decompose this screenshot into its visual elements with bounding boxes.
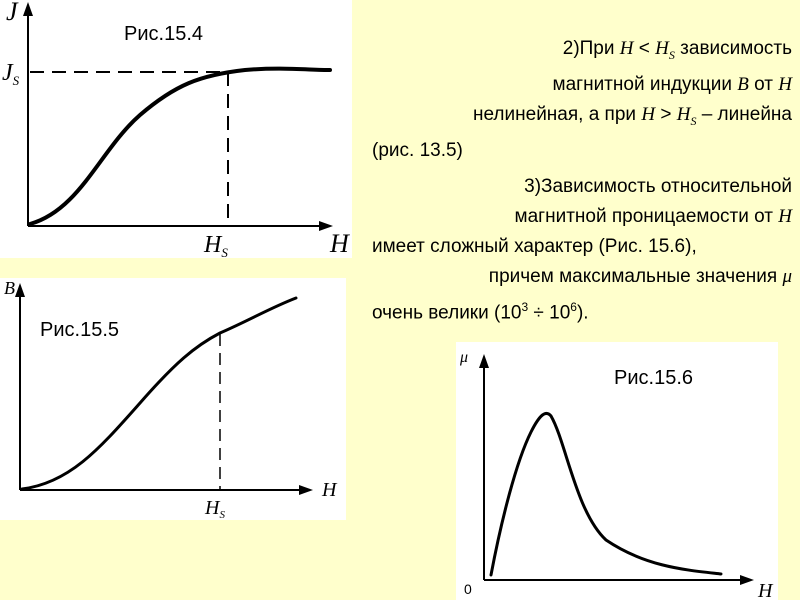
paragraph-saturation [372,34,792,166]
figure-caption: Рис.15.5 [40,319,119,341]
y-axis-label: B [4,278,15,298]
text-line: имеет сложный характер (Рис. 15.6), [372,236,697,257]
figure-15-5-plot [0,278,346,520]
permeability-curve [491,413,721,575]
x-axis-label: H [322,479,337,501]
x-axis-arrow [740,575,754,585]
text-line: 3)Зависимость относительной [524,176,792,197]
text-line: (рис. 13.5) [372,139,463,161]
hs-label: $H_S$ [205,497,225,521]
x-axis-arrow [299,485,313,495]
js-label: $J_S$ [2,60,20,88]
y-axis-arrow [15,283,25,297]
text-line: нелинейная, а при $H > H_S$ – линейна [473,103,792,128]
figure-15-5 [0,278,346,520]
magnetization-curve [30,69,330,224]
hs-label: $H_S$ [204,232,228,260]
text-line: 2)При $H < H_S$ зависимость [562,38,792,62]
text-line: магнитной проницаемости от H [514,206,792,227]
x-axis-label: H [758,580,773,600]
text-line: очень велики $(10^3 \div 10^6)$. [372,300,589,324]
figure-15-6-plot [456,342,778,600]
text-line: причем максимальные значения μ [488,266,792,287]
figure-15-6 [456,342,778,600]
y-axis-arrow [479,354,489,368]
y-axis-label: μ [460,349,469,366]
y-axis-arrow [23,2,33,16]
y-axis-label: J [6,0,18,26]
paragraph-permeability [372,172,792,328]
origin-label: 0 [464,581,472,597]
figure-15-4 [0,0,352,258]
figure-caption: Рис.15.6 [614,367,693,389]
figure-caption: Рис.15.4 [124,23,203,45]
text-line: магнитной индукции B от H [552,73,792,95]
figure-15-4-plot [0,0,352,258]
x-axis-label: H [330,229,349,258]
